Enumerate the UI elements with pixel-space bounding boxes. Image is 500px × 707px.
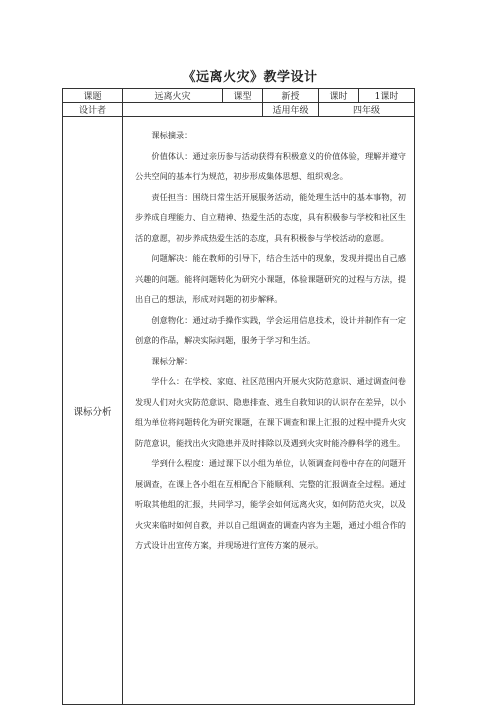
paragraph-heading-breakdown: 课标分解： <box>151 355 193 366</box>
paragraph-learning-depth: 学到什么程度：通过课下以小组为单位，认领调查问卷中存在的问题开展调查，在课上各小组在互相配合下能顺利、完整的汇报调查全过程。通过听取其他组的汇报，共同学习，能学会如何远离火灾，如何防范火灾，以及火灾来临时如何自救，并以自己组调查的调查内容为主题，通过小组合作的方式设计出宣传方案，并现场进行宣传方案的展示。 <box>135 458 406 550</box>
paragraph-heading-excerpt: 课标摘录： <box>151 130 193 140</box>
header-row-designer <box>63 103 415 117</box>
section-label: 课标分析 <box>63 117 123 705</box>
type-value: 新授 <box>263 89 319 103</box>
paragraph-creative-materialization: 创意物化：通过动手操作实践，学会运用信息技术，设计并制作有一定创意的作品，解决实际问题，服务于学习和生活。 <box>135 314 406 345</box>
paragraph-value-recognition: 价值体认：通过亲历参与活动获得有积极意义的价值体验，理解并遵守公共空间的基本行为规范，初步形成集体思想、组织观念。 <box>135 150 406 181</box>
designer-value <box>123 103 263 117</box>
designer-label: 设计者 <box>63 103 123 117</box>
section-row <box>63 117 415 705</box>
hours-value: 1课时 <box>359 89 415 103</box>
hours-label: 课时 <box>319 89 359 103</box>
section-body <box>123 117 414 556</box>
paragraph-responsibility: 责任担当：围绕日常生活开展服务活动，能处理生活中的基本事物，初步养成自理能力、自立精神、热爱生活的态度，具有积极参与学校和社区生活的意愿，初步养成热爱生活的态度，具有积极参与学校活动的意愿。 <box>135 191 406 243</box>
header-row-topic <box>63 89 415 103</box>
type-label: 课型 <box>223 89 263 103</box>
paragraph-what-to-learn: 学什么：在学校、家庭、社区范围内开展火灾防范意识、通过调查问卷发现人们对火灾防范意识、隐患排查、逃生自救知识的认识存在差异，以小组为单位将问题转化为研究课题，在课下调查和课上汇报的过程中提升火灾防范意识，能找出火灾隐患并及时排除以及遇到火灾时能冷静科学的逃生。 <box>135 376 406 448</box>
section-content <box>123 117 415 705</box>
grade-value: 四年级 <box>319 103 415 117</box>
topic-label: 课题 <box>63 89 123 103</box>
topic-value: 远离火灾 <box>123 89 223 103</box>
document-title: 《远离火灾》教学设计 <box>182 70 318 85</box>
grade-label: 适用年级 <box>263 103 319 117</box>
paragraph-problem-solving: 问题解决：能在教师的引导下，结合生活中的现象，发现并提出自己感兴趣的问题。能将问题转化为研究小课题，体验课题研究的过程与方法，提出自己的想法，形成对问题的初步解释。 <box>135 253 406 304</box>
lesson-plan-table <box>62 88 415 705</box>
